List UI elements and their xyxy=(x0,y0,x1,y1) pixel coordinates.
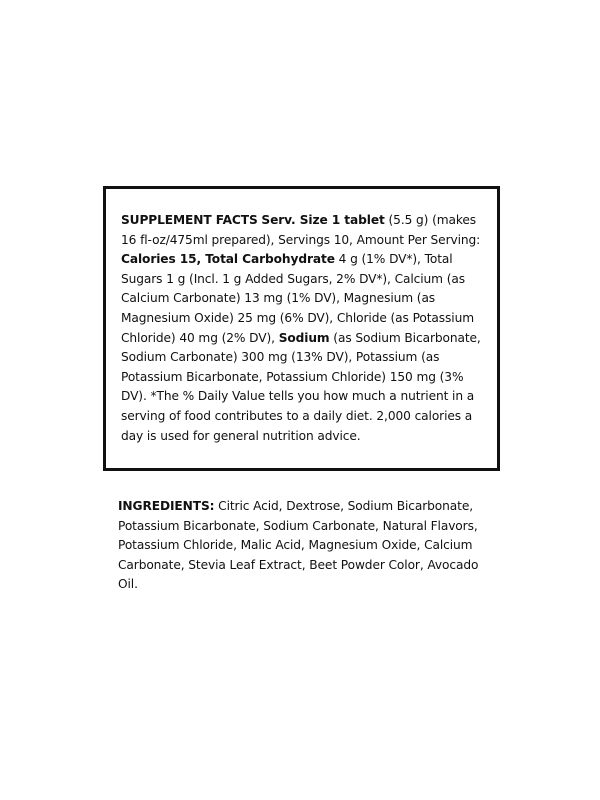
carbohydrate-detail: 4 g (1% DV*), Total Sugars 1 g (Incl. 1 g Added Sugars, 2% DV*), Calcium (as Calcium Carbonate) 13 mg (1% DV), Magnesium (as Magnesium Oxide) 25 mg (6% DV), Chloride (as Potassium Chloride) 40 mg (2% DV), xyxy=(121,252,474,345)
sodium-detail: (as Sodium Bicarbonate, Sodium Carbonate) 300 mg (13% DV), Potassium (as Potassium Bicarbonate, Potassium Chloride) 150 mg (3% DV). *The % Daily Value tells you how much a nutrient in a serving of food contributes to a daily diet. 2,000 calories a day is used for general nutrition advice. xyxy=(121,330,481,443)
supplement-facts-text xyxy=(121,211,482,446)
serving-size-label: Serv. Size 1 tablet xyxy=(261,213,385,227)
ingredients-list: Citric Acid, Dextrose, Sodium Bicarbonate, Potassium Bicarbonate, Sodium Carbonate, Natural Flavors, Potassium Chloride, Malic Acid, Magnesium Oxide, Calcium Carbonate, Stevia Leaf Extract, Beet Powder Color, Avocado Oil. xyxy=(118,499,479,592)
supplement-facts-panel xyxy=(103,186,500,471)
ingredients-text xyxy=(118,497,490,595)
sodium-label: Sodium xyxy=(278,330,330,345)
supplement-facts-heading: SUPPLEMENT FACTS xyxy=(121,213,258,227)
ingredients-label: INGREDIENTS: xyxy=(118,499,215,513)
calories-label: Calories 15, Total Carbohydrate xyxy=(121,252,335,267)
serving-size-detail: (5.5 g) (makes 16 fl-oz/475ml prepared), Servings 10, Amount Per Serving: xyxy=(121,213,481,247)
